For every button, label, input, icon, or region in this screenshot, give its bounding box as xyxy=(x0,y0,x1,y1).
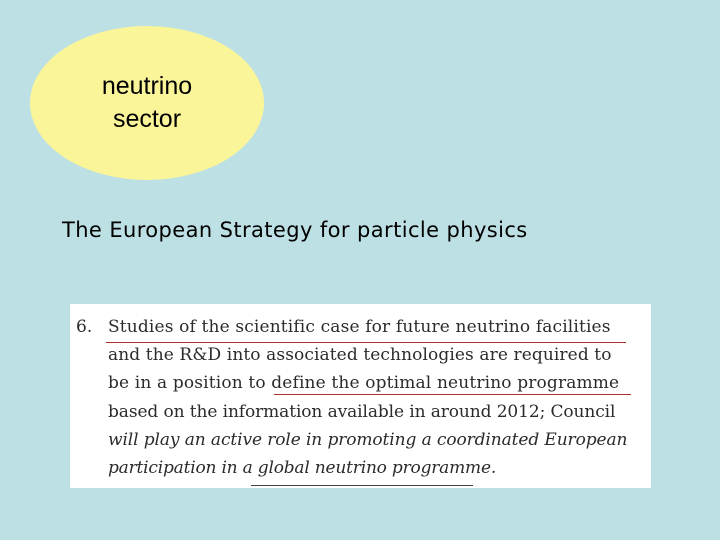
excerpt-line-5: will play an active role in promoting a coordinated European xyxy=(108,430,628,450)
strategy-excerpt-image xyxy=(70,304,651,488)
excerpt-line-1: Studies of the scientific case for future neutrino facilities xyxy=(108,317,611,337)
underline-2 xyxy=(274,394,631,395)
neutrino-sector-bubble xyxy=(30,26,264,180)
excerpt-line-2: and the R&D into associated technologies are required to xyxy=(108,345,612,365)
underline-3 xyxy=(251,485,473,486)
underline-1 xyxy=(106,342,626,343)
bubble-line-1: neutrino xyxy=(101,72,193,100)
slide-subtitle: The European Strategy for particle physics xyxy=(62,218,528,242)
excerpt-line-4: based on the information available in around 2012; Council xyxy=(108,402,616,422)
clause-number: 6. xyxy=(76,317,93,337)
excerpt-line-3: be in a position to define the optimal neutrino programme xyxy=(108,373,620,393)
bubble-line-2: sector xyxy=(112,105,182,133)
excerpt-line-6: participation in a global neutrino programme. xyxy=(108,458,497,478)
